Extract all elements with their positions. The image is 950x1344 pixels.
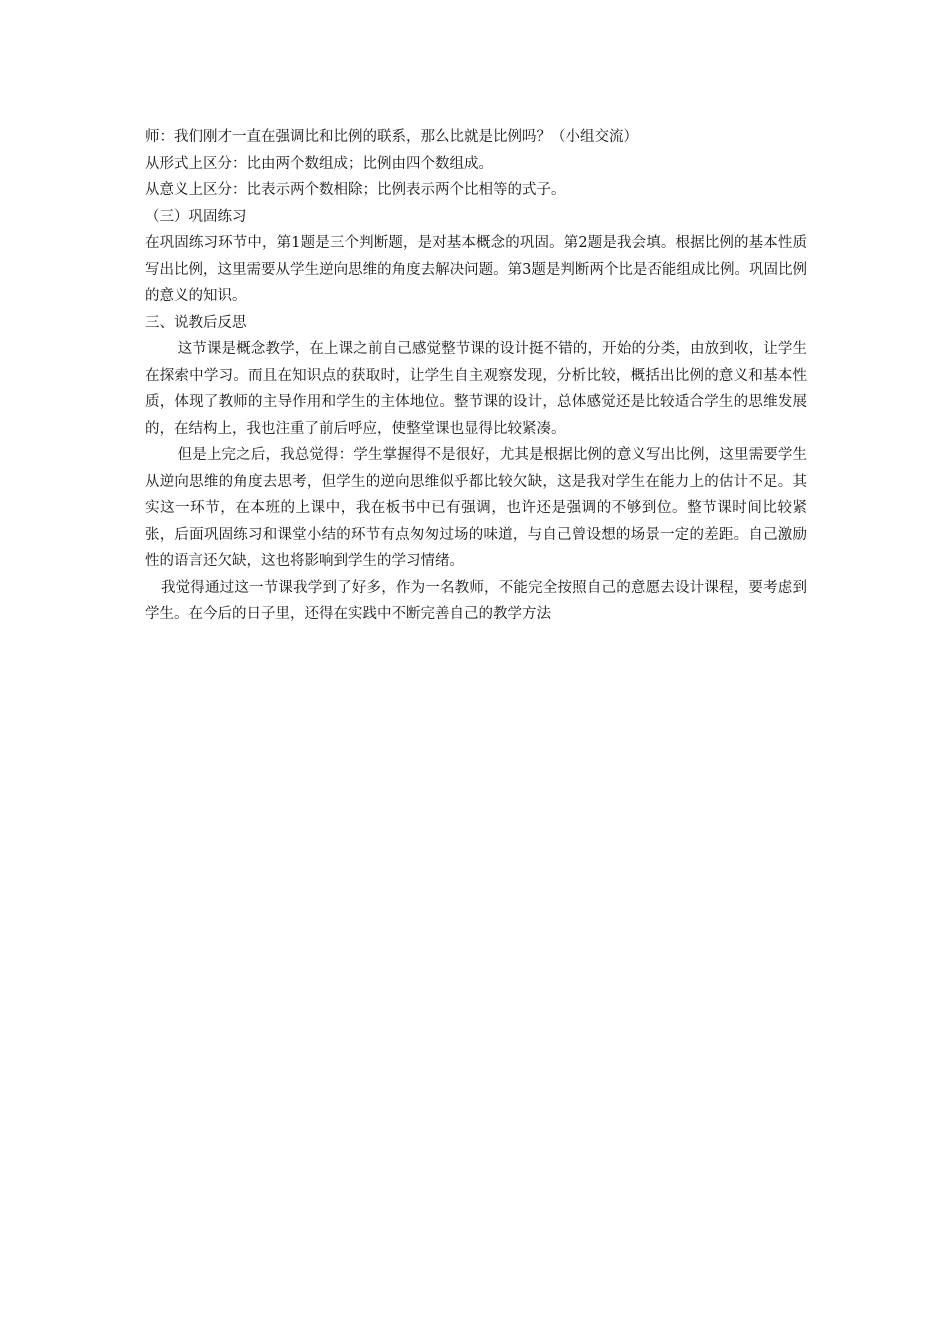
paragraph-teacher-question: 师：我们刚才一直在强调比和比例的联系，那么比就是比例吗？（小组交流） xyxy=(145,129,638,145)
section-heading-reflection: 三、说教后反思 xyxy=(145,314,247,331)
paragraph-meaning-difference: 从意义上区分：比表示两个数相除；比例表示两个比相等的式子。 xyxy=(145,182,566,198)
paragraph-practice: 在巩固练习环节中，第1题是三个判断题，是对基本概念的巩固。第2题是我会填。根据比例的基本性质写出比例，这里需要从学生逆向思维的角度去解决问题。第3题是判断两个比是否能组成比例。巩固比例的意义的知识。 xyxy=(145,235,807,304)
paragraph-reflection-1: 这节课是概念教学，在上课之前自己感觉整节课的设计挺不错的，开始的分类，由放到收，让学生在探索中学习。而且在知识点的获取时，让学生自主观察发现，分析比较，概括出比例的意义和基本性质，体现了教师的主导作用和学生的主体地位。整节课的设计，总体感觉还是比较适合学生的思维发展的，在结构上，我也注重了前后呼应，使整堂课也显得比较紧凑。 xyxy=(145,341,807,437)
document-body xyxy=(145,124,807,628)
paragraph-reflection-2: 但是上完之后，我总觉得：学生掌握得不是很好，尤其是根据比例的意义写出比例，这里需要学生从逆向思维的角度去思考，但学生的逆向思维似乎都比较欠缺，这是我对学生在能力上的估计不足。其实这一环节，在本班的上课中，我在板书中已有强调，也许还是强调的不够到位。整节课时间比较紧张，后面巩固练习和课堂小结的环节有点匆匆过场的味道，与自己曾设想的场景一定的差距。自己激励性的语言还欠缺，这也将影响到学生的学习情绪。 xyxy=(145,447,807,569)
section-heading-practice: （三）巩固练习 xyxy=(145,208,247,225)
paragraph-reflection-3: 我觉得通过这一节课我学到了好多，作为一名教师，不能完全按照自己的意愿去设计课程，要考虑到学生。在今后的日子里，还得在实践中不断完善自己的教学方法 xyxy=(145,579,807,622)
paragraph-form-difference: 从形式上区分：比由两个数组成；比例由四个数组成。 xyxy=(145,155,493,172)
